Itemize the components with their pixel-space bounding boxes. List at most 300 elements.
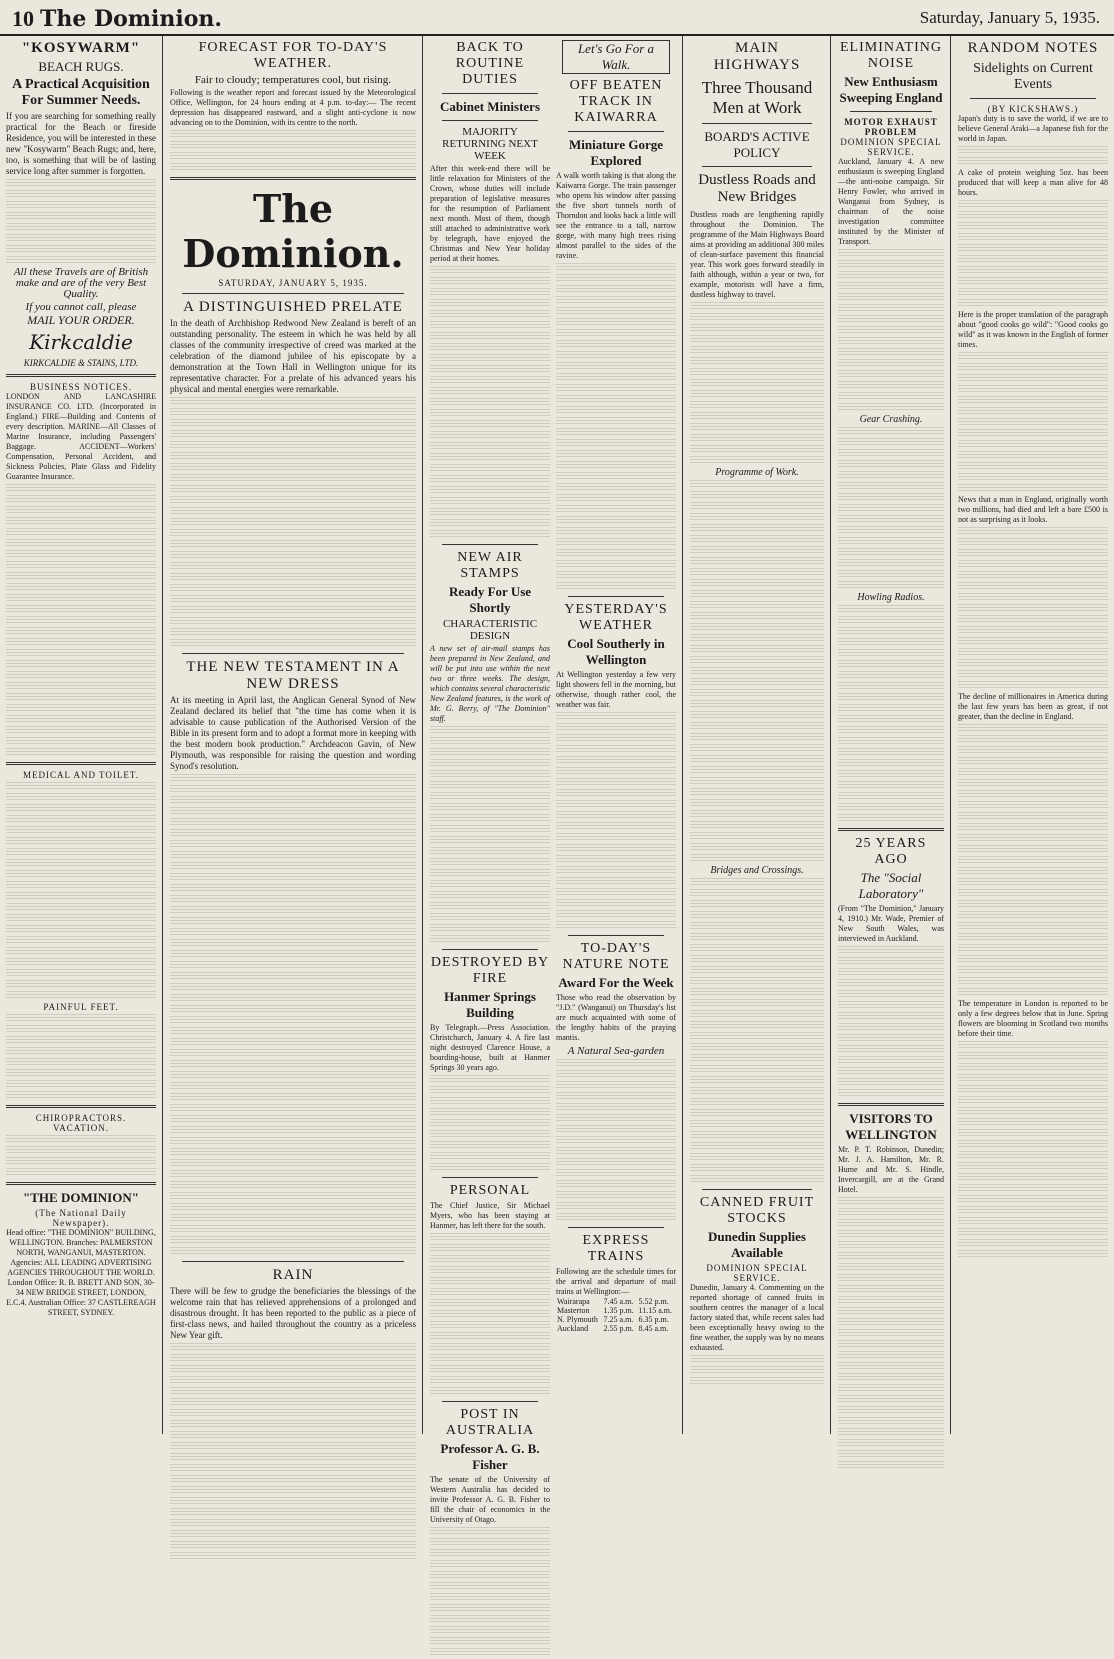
text-line xyxy=(170,1431,416,1440)
text-line xyxy=(430,913,550,922)
text-line xyxy=(170,1552,416,1561)
noise-head: ELIMINATING NOISE xyxy=(840,40,942,71)
text-line xyxy=(690,1065,824,1074)
text-line xyxy=(838,1197,944,1206)
noise-sub-1: Gear Crashing. xyxy=(859,414,923,425)
text-line xyxy=(958,593,1108,602)
text-line xyxy=(430,1130,550,1139)
text-line xyxy=(6,1080,156,1089)
text-line xyxy=(6,484,156,493)
text-line xyxy=(690,1131,824,1140)
text-line xyxy=(430,1233,550,1242)
text-line xyxy=(430,1266,550,1275)
text-line xyxy=(690,302,824,311)
text-line xyxy=(430,1354,550,1363)
text-line xyxy=(958,1228,1108,1237)
text-line xyxy=(6,1168,156,1177)
text-line xyxy=(958,922,1108,931)
text-line xyxy=(170,774,416,783)
text-line xyxy=(6,201,156,210)
stamps-subhead: Ready For Use Shortly xyxy=(448,584,532,615)
text-line xyxy=(690,1164,824,1173)
text-line xyxy=(556,472,676,481)
text-line xyxy=(958,966,1108,975)
text-line xyxy=(838,1395,944,1404)
weather-sub: Fair to cloudy; temperatures cool, but rising. xyxy=(194,74,392,86)
text-line xyxy=(556,329,676,338)
text-line xyxy=(430,530,550,539)
text-line xyxy=(6,848,156,857)
text-line xyxy=(958,1184,1108,1193)
medical-head: MEDICAL AND TOILET. xyxy=(23,770,139,780)
text-line xyxy=(690,955,824,964)
text-line xyxy=(838,304,944,313)
text-line xyxy=(838,249,944,258)
text-line xyxy=(6,256,156,265)
text-line xyxy=(430,1255,550,1264)
text-line xyxy=(838,326,944,335)
weather-yesterday-subhead: Cool Southerly in Wellington xyxy=(567,636,665,667)
text-line xyxy=(690,689,824,698)
text-line xyxy=(838,471,944,480)
text-line xyxy=(170,1049,416,1058)
text-line xyxy=(170,972,416,981)
text-line xyxy=(6,190,156,199)
text-line xyxy=(958,1085,1108,1094)
highways-body: Dustless roads are lengthening rapidly throughout the Dominion. The programme of the Main Highways Board aims at providing an additional 300 miles of clean-surface pavement this financial year. This work goes forward steadily in faith although, within a year or two, for example, motorists will have a firm, dustless highway to travel. xyxy=(690,210,824,299)
text-line xyxy=(556,494,676,503)
text-line xyxy=(170,474,416,483)
text-line xyxy=(556,877,676,886)
text-line xyxy=(958,363,1108,372)
text-line xyxy=(170,928,416,937)
text-line xyxy=(958,374,1108,383)
text-line xyxy=(690,612,824,621)
notes-body-3: Here is the proper translation of the paragraph about "good cooks go wild": "Good cooks go wild" as it was known in the English of former times. xyxy=(958,310,1108,349)
text-line xyxy=(958,867,1108,876)
divider xyxy=(442,93,538,94)
text-line xyxy=(838,348,944,357)
text-line xyxy=(556,1158,676,1167)
text-line xyxy=(838,1023,944,1032)
column-rule xyxy=(162,36,163,1434)
text-line xyxy=(838,1450,944,1459)
text-line xyxy=(170,1343,416,1352)
editorial-2-body: At its meeting in April last, the Anglican General Synod of New Zealand declared its belief that "the time has come when it is advisable to cause publication of the Authorised Version of the Bible in its present form and to adopt a format more in keeping with the best modern book production." Archdeacon Gavin, of New Plymouth, was responsible for raising the question and wording Synod's resolution. xyxy=(170,695,416,771)
text-line xyxy=(556,406,676,415)
weather-yesterday-head: YESTERDAY'S WEATHER xyxy=(564,602,668,633)
text-line xyxy=(838,1406,944,1415)
text-line xyxy=(430,1277,550,1286)
business-head: BUSINESS NOTICES. xyxy=(29,382,132,392)
text-line xyxy=(170,862,416,871)
text-line xyxy=(838,1012,944,1021)
table-cell: 6.35 p.m. xyxy=(638,1315,669,1324)
text-line xyxy=(838,660,944,669)
divider xyxy=(170,177,416,180)
text-line xyxy=(170,518,416,527)
text-line xyxy=(170,397,416,406)
text-line xyxy=(690,423,824,432)
text-line xyxy=(556,439,676,448)
text-line xyxy=(838,526,944,535)
text-line xyxy=(690,922,824,931)
text-line xyxy=(556,756,676,765)
text-line xyxy=(958,1151,1108,1160)
fruit-head: CANNED FRUIT STOCKS xyxy=(699,1195,815,1226)
text-line xyxy=(690,513,824,522)
text-line xyxy=(690,944,824,953)
text-line xyxy=(6,1091,156,1100)
text-line xyxy=(838,946,944,955)
years-ago-subhead: The "Social Laboratory" xyxy=(858,870,924,901)
text-line xyxy=(430,924,550,933)
divider xyxy=(838,1103,944,1106)
text-line xyxy=(690,854,824,863)
business-body: LONDON AND LANCASHIRE INSURANCE CO. LTD. (Incorporated in England.) FIRE—Building and Contents of every description. MARINE—All Classes of Marine Insurance, including Passengers' Baggage. ACCIDENT—Workers' Compensation, Personal Accident, and Sickness Policies, Plate Glass and Fidelity Guarantee Insurance. xyxy=(6,392,156,481)
vacation-head: VACATION. xyxy=(52,1123,110,1133)
text-line xyxy=(430,1615,550,1624)
stamps-kicker: CHARACTERISTIC DESIGN xyxy=(442,618,538,642)
text-line xyxy=(690,502,824,511)
divider xyxy=(182,1261,404,1262)
text-line xyxy=(690,491,824,500)
text-line xyxy=(958,812,1108,821)
text-line xyxy=(958,757,1108,766)
divider xyxy=(442,544,538,545)
text-line xyxy=(430,1365,550,1374)
text-line xyxy=(170,917,416,926)
text-line xyxy=(690,733,824,742)
text-line xyxy=(838,504,944,513)
text-line xyxy=(170,1192,416,1201)
text-line xyxy=(838,1428,944,1437)
trains-head: EXPRESS TRAINS xyxy=(582,1233,650,1264)
text-line xyxy=(838,792,944,801)
text-line xyxy=(430,1321,550,1330)
text-line xyxy=(170,163,416,172)
text-line xyxy=(6,583,156,592)
text-line xyxy=(690,401,824,410)
text-line xyxy=(958,845,1108,854)
notes-byline: (BY KICKSHAWS.) xyxy=(987,104,1079,114)
noise-body: Auckland, January 4. A new enthusiasm is sweeping England—the anti-noise campaign. Sir Henry Fowler, who arrived in Wanganui from Sydney, is chairman of the noise investigation committee instituted by the Minister of Transport. xyxy=(838,157,944,246)
text-line xyxy=(556,910,676,919)
text-line xyxy=(170,1181,416,1190)
text-line xyxy=(430,1376,550,1385)
text-line xyxy=(958,560,1108,569)
text-line xyxy=(170,617,416,626)
text-line xyxy=(690,1355,824,1364)
text-line xyxy=(170,1376,416,1385)
text-line xyxy=(6,947,156,956)
notes-subhead: Sidelights on Current Events xyxy=(973,61,1093,92)
text-line xyxy=(958,549,1108,558)
text-line xyxy=(6,506,156,515)
text-line xyxy=(958,779,1108,788)
text-line xyxy=(6,936,156,945)
text-line xyxy=(170,939,416,948)
text-line xyxy=(690,645,824,654)
text-line xyxy=(430,1288,550,1297)
text-line xyxy=(958,1239,1108,1248)
text-line xyxy=(958,200,1108,209)
text-line xyxy=(556,307,676,316)
table-cell: 1.35 p.m. xyxy=(603,1306,634,1315)
text-line xyxy=(690,1098,824,1107)
nature-note-body: Those who read the observation by "J.D." (Wanganui) on Thursday's list are much acquainted with some of the lengthy habits of the praying mantis. xyxy=(556,993,676,1042)
text-line xyxy=(690,678,824,687)
text-line xyxy=(690,878,824,887)
text-line xyxy=(430,902,550,911)
divider xyxy=(702,123,812,124)
text-line xyxy=(958,615,1108,624)
text-line xyxy=(556,723,676,732)
text-line xyxy=(838,649,944,658)
text-line xyxy=(838,1034,944,1043)
text-line xyxy=(838,693,944,702)
text-line xyxy=(838,1078,944,1087)
years-ago-body: (From "The Dominion," January 4, 1910.) Mr. Wade, Premier of New South Wales, was interviewed in Auckland. xyxy=(838,904,944,943)
text-line xyxy=(838,1274,944,1283)
divider xyxy=(442,120,538,121)
text-line xyxy=(170,1236,416,1245)
text-line xyxy=(170,1497,416,1506)
text-line xyxy=(838,1285,944,1294)
divider xyxy=(182,293,404,294)
text-line xyxy=(556,549,676,558)
text-line xyxy=(958,670,1108,679)
text-line xyxy=(556,899,676,908)
ad-body: If you are searching for something really practical for the Beach or fireside Residence, you will be interested in these new "Kosywarm" Beach Rugs; and, here, too, is something that will be of lasting service long after summer is forgotten. xyxy=(6,111,156,176)
text-line xyxy=(6,793,156,802)
text-line xyxy=(430,1538,550,1547)
text-line xyxy=(690,911,824,920)
fire-subhead: Hanmer Springs Building xyxy=(444,989,536,1020)
text-line xyxy=(170,840,416,849)
text-line xyxy=(6,892,156,901)
text-line xyxy=(958,889,1108,898)
text-line xyxy=(838,671,944,680)
text-line xyxy=(958,1140,1108,1149)
text-line xyxy=(556,318,676,327)
text-line xyxy=(690,1054,824,1063)
text-line xyxy=(838,1384,944,1393)
text-line xyxy=(6,660,156,669)
editorial-masthead: The Dominion. xyxy=(182,186,404,276)
text-line xyxy=(838,1362,944,1371)
divider xyxy=(442,1401,538,1402)
text-line xyxy=(690,966,824,975)
text-line xyxy=(556,767,676,776)
text-line xyxy=(430,759,550,768)
page-number: 10 xyxy=(12,6,34,31)
text-line xyxy=(430,1343,550,1352)
text-line xyxy=(556,712,676,721)
text-line xyxy=(838,1230,944,1239)
text-line xyxy=(170,452,416,461)
text-line xyxy=(958,233,1108,242)
text-line xyxy=(170,906,416,915)
notes-body-6: The temperature in London is reported to be only a few degrees below that in June. Spring flowers are blooming in Scotland two months before their time. xyxy=(958,999,1108,1038)
text-line xyxy=(690,579,824,588)
column-rule xyxy=(422,36,423,1434)
text-line xyxy=(838,570,944,579)
text-line xyxy=(430,1387,550,1396)
text-line xyxy=(430,409,550,418)
text-line xyxy=(170,851,416,860)
text-line xyxy=(958,1173,1108,1182)
routine-subhead: Cabinet Ministers xyxy=(439,99,541,114)
text-line xyxy=(170,130,416,139)
text-line xyxy=(170,485,416,494)
text-line xyxy=(838,581,944,590)
visitors-body: Mr. P. T. Robinson, Dunedin; Mr. J. A. Hamilton, Mr. R. Hume and Mr. S. Hindle, Invercargill, are at the Grand Hotel. xyxy=(838,1145,944,1194)
text-line xyxy=(958,977,1108,986)
divider xyxy=(850,111,932,112)
highways-kicker: BOARD'S ACTIVE POLICY xyxy=(704,129,810,160)
text-line xyxy=(6,715,156,724)
text-line xyxy=(6,1036,156,1045)
text-line xyxy=(838,493,944,502)
text-line xyxy=(958,396,1108,405)
text-line xyxy=(430,1119,550,1128)
table-cell: 11.15 a.m. xyxy=(638,1306,672,1315)
text-line xyxy=(958,418,1108,427)
text-line xyxy=(556,844,676,853)
issue-date: Saturday, January 5, 1935. xyxy=(919,8,1100,27)
text-line xyxy=(838,271,944,280)
divider xyxy=(6,762,156,765)
text-line xyxy=(430,288,550,297)
text-line xyxy=(690,445,824,454)
text-line xyxy=(170,1093,416,1102)
text-line xyxy=(170,884,416,893)
text-line xyxy=(430,1244,550,1253)
highways-column xyxy=(684,36,830,1434)
text-line xyxy=(958,1129,1108,1138)
text-line xyxy=(690,766,824,775)
text-line xyxy=(170,873,416,882)
text-line xyxy=(958,1217,1108,1226)
text-line xyxy=(838,515,944,524)
text-line xyxy=(958,1074,1108,1083)
text-line xyxy=(170,496,416,505)
text-line xyxy=(690,434,824,443)
highways-head: MAIN HIGHWAYS xyxy=(713,40,801,73)
text-line xyxy=(958,255,1108,264)
personal-body: The Chief Justice, Sir Michael Myers, who has been staying at Hanmer, has left there for the south. xyxy=(430,1201,550,1230)
nature-note-head: TO-DAY'S NATURE NOTE xyxy=(562,941,670,972)
text-line xyxy=(430,310,550,319)
text-line xyxy=(958,352,1108,361)
text-line xyxy=(170,1038,416,1047)
text-line xyxy=(690,335,824,344)
text-line xyxy=(6,682,156,691)
text-line xyxy=(690,1377,824,1386)
text-line xyxy=(430,891,550,900)
text-line xyxy=(6,903,156,912)
text-line xyxy=(838,1241,944,1250)
ad-tail-1: All these Travels are of British make and are of the very Best Quality. xyxy=(13,266,149,300)
divider xyxy=(838,828,944,831)
text-line xyxy=(6,737,156,746)
text-line xyxy=(430,266,550,275)
text-line xyxy=(6,1058,156,1067)
text-line xyxy=(690,1366,824,1375)
text-line xyxy=(430,737,550,746)
text-line xyxy=(6,782,156,791)
text-line xyxy=(170,1082,416,1091)
text-line xyxy=(958,222,1108,231)
text-line xyxy=(690,590,824,599)
text-line xyxy=(838,638,944,647)
text-line xyxy=(170,1225,416,1234)
text-line xyxy=(556,516,676,525)
fire-body: By Telegraph.—Press Association. Christchurch, January 4. A fire last night destroyed Clarence House, a boarding-house, built at Hanmer Springs 30 years ago. xyxy=(430,1023,550,1072)
text-line xyxy=(838,759,944,768)
text-line xyxy=(430,935,550,944)
noise-service: DOMINION SPECIAL SERVICE. xyxy=(840,137,942,157)
text-line xyxy=(838,1067,944,1076)
text-line xyxy=(838,704,944,713)
text-line xyxy=(170,1126,416,1135)
visitors-head: VISITORS TO WELLINGTON xyxy=(845,1111,937,1142)
post-subhead: Professor A. G. B. Fisher xyxy=(440,1441,540,1472)
text-line xyxy=(958,157,1108,166)
text-line xyxy=(958,856,1108,865)
text-line xyxy=(170,1203,416,1212)
text-line xyxy=(170,994,416,1003)
text-line xyxy=(838,315,944,324)
text-line xyxy=(838,1056,944,1065)
highways-kicker-2: Dustless Roads and New Bridges xyxy=(698,172,816,205)
text-line xyxy=(430,1560,550,1569)
text-line xyxy=(430,1648,550,1657)
table-cell: 7.45 a.m. xyxy=(603,1297,634,1306)
text-line xyxy=(430,464,550,473)
text-line xyxy=(6,495,156,504)
text-line xyxy=(838,715,944,724)
text-line xyxy=(690,390,824,399)
text-line xyxy=(838,781,944,790)
table-cell: Wairarapa xyxy=(557,1297,590,1306)
fruit-subhead: Dunedin Supplies Available xyxy=(708,1229,806,1260)
text-line xyxy=(838,559,944,568)
text-line xyxy=(556,571,676,580)
text-line xyxy=(838,1296,944,1305)
text-line xyxy=(556,745,676,754)
walk-subhead: Miniature Gorge Explored xyxy=(569,137,663,168)
text-line xyxy=(170,1541,416,1550)
text-line xyxy=(556,285,676,294)
text-line xyxy=(430,1582,550,1591)
text-line xyxy=(556,734,676,743)
text-line xyxy=(958,385,1108,394)
text-line xyxy=(430,475,550,484)
highways-sub-2: Bridges and Crossings. xyxy=(710,865,804,876)
weather-yesterday-body: At Wellington yesterday a few very light showers fell in the morning, but otherwise, though rather cool, the weather was fair. xyxy=(556,670,676,709)
text-line xyxy=(838,548,944,557)
text-line xyxy=(556,483,676,492)
text-line xyxy=(556,1191,676,1200)
text-line xyxy=(430,1527,550,1536)
text-line xyxy=(958,1162,1108,1171)
editorial-column xyxy=(164,36,422,1434)
divider xyxy=(568,1227,664,1228)
text-line xyxy=(556,384,676,393)
text-line xyxy=(6,245,156,254)
